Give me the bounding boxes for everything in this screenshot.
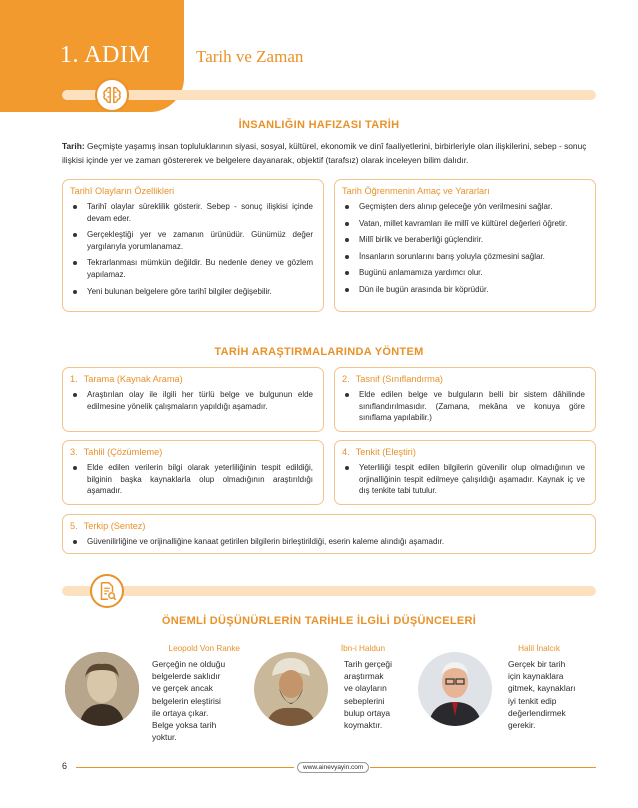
history-definition [62, 139, 592, 167]
method-step-title: 1. Tarama (Kaynak Arama) [70, 374, 183, 384]
list-item: Vatan, millet kavramları ile millî ve kültürel değerleri öğretir. [343, 218, 585, 230]
method-step-2 [334, 367, 596, 432]
memory-section-title: İNSANLIĞIN HAFIZASI TARİH [238, 119, 400, 131]
list-item: Tarihî olaylar süreklilik gösterir. Sebep - sonuç ilişkisi içinde devam eder. [71, 201, 313, 224]
method-step-title: 2. Tasnif (Sınıflandırma) [342, 374, 443, 384]
method-step-title: 5. Terkip (Sentez) [70, 521, 146, 531]
method-step-text: Yeterliliği tespit edilen bilgilerin güvenilir olup olmadığının ve orjinalliğinin tespit edilmeye çalışıldığı aşamadır. Kaynak iç ve dış tenkite tabi tutulur. [343, 462, 585, 497]
features-box [62, 179, 324, 312]
ibn-haldun-portrait [254, 652, 328, 726]
list-item: İnsanların sorunlarını barış yoluyla çözmesini sağlar. [343, 251, 585, 263]
thinker-quote: Tarih gerçeği araştırmak ve olayların sebeplerini bulup ortaya koymaktır. [344, 659, 392, 731]
purpose-box [334, 179, 596, 312]
method-step-title: 3. Tahlil (Çözümleme) [70, 447, 163, 457]
list-item: Yeni bulunan belgelere göre tarihî bilgiler değişebilir. [71, 286, 313, 298]
document-search-icon [96, 580, 118, 602]
document-icon-badge [90, 574, 124, 608]
chapter-subtitle: Tarih ve Zaman [196, 47, 304, 66]
list-item: Tekrarlanması mümkün değildir. Bu nedenle deney ve gözlem yapılamaz. [71, 257, 313, 280]
method-step-1 [62, 367, 324, 432]
thinker-quote: Gerçeğin ne olduğu belgelerde saklıdır ve gerçek ancak belgelerin eleştirisi ile ortaya çıkar. Belge yoksa tarih yoktur. [152, 659, 226, 743]
purpose-box-title: Tarih Öğrenmenin Amaç ve Yararları [342, 186, 490, 196]
page-number: 6 [62, 761, 68, 771]
thinkers-section-title: ÖNEMLİ DÜŞÜNÜRLERİN TARİHLE İLGİLİ DÜŞÜNCELERİ [161, 615, 477, 627]
list-item: Geçmişten ders alınıp geleceğe yön verilmesini sağlar. [343, 201, 585, 213]
method-step-5 [62, 514, 596, 554]
brain-icon-badge [95, 78, 129, 112]
divider-bar-top [62, 90, 596, 100]
method-step-text: Güvenilirliğine ve orijinalliğine kanaat getirilen bilgilerin birleştirildiği, eserin kaleme alındığı aşamadır. [71, 536, 585, 548]
method-step-text: Araştırılan olay ile ilgili her türlü belge ve bulgunun elde edilmesine yönelik çalışmaların yapıldığı aşamadır. [71, 389, 313, 412]
features-box-title: Tarihî Olayların Özellikleri [70, 186, 175, 196]
list-item: Dün ile bugün arasında bir köprüdür. [343, 284, 585, 296]
ibn-haldun-portrait-image [254, 652, 328, 726]
method-step-text: Elde edilen belge ve bulguların belli bir sistem dâhilinde sınıflandırılmasıdır. (Zamana, mekâna ve konuya göre sınıflama yapılabilir.) [343, 389, 585, 424]
features-list [63, 196, 323, 297]
thinker-name: Leopold Von Ranke [168, 644, 240, 653]
method-step-3 [62, 440, 324, 505]
inalcik-portrait [418, 652, 492, 726]
ranke-portrait-image [65, 652, 139, 726]
method-step-4 [334, 440, 596, 505]
method-step-text: Elde edilen verilerin bilgi olarak yeterliliğinin tespit edildiği, bilginin başka kaynaklarla olup olmadığının araştırıldığı aşamadır. [71, 462, 313, 497]
list-item: Bugünü anlamamıza yardımcı olur. [343, 267, 585, 279]
thinker-name: İbn-i Haldun [340, 644, 385, 653]
footer-line-right [370, 767, 596, 768]
ranke-portrait [65, 652, 139, 726]
step-title: 1. ADIM [60, 42, 151, 68]
list-item: Millî birlik ve beraberliği güçlendirir. [343, 234, 585, 246]
brain-icon [101, 84, 123, 106]
purpose-list [335, 196, 595, 296]
definition-text: Geçmişte yaşamış insan topluluklarının siyasi, sosyal, kültürel, ekonomik ve dinî faaliyetlerini, birbirleriyle olan ilişkilerini, sebep - sonuç ilişkisi içinde yer ve zaman göstererek ve belgelere dayanarak, objektif (tarafsız) olarak inceleyen bilim dalıdır. [62, 141, 587, 165]
method-step-title: 4. Tenkit (Eleştiri) [342, 447, 416, 457]
thinker-quote: Gerçek bir tarih için kaynaklara gitmek, kaynakları iyi tenkit edip değerlendirmek gerekir. [508, 659, 576, 731]
method-section-title: TARİH ARAŞTIRMALARINDA YÖNTEM [214, 346, 424, 358]
publisher-url[interactable]: www.ainevyayin.com [297, 762, 369, 773]
inalcik-portrait-image [418, 652, 492, 726]
thinker-name: Halil İnalcık [518, 644, 560, 653]
divider-bar-middle [62, 586, 596, 596]
list-item: Gerçekleştiği yer ve zamanın ürünüdür. Günümüz değer yargılarıyla yorumlanamaz. [71, 229, 313, 252]
footer-line-left [76, 767, 294, 768]
definition-term: Tarih: [62, 141, 85, 151]
